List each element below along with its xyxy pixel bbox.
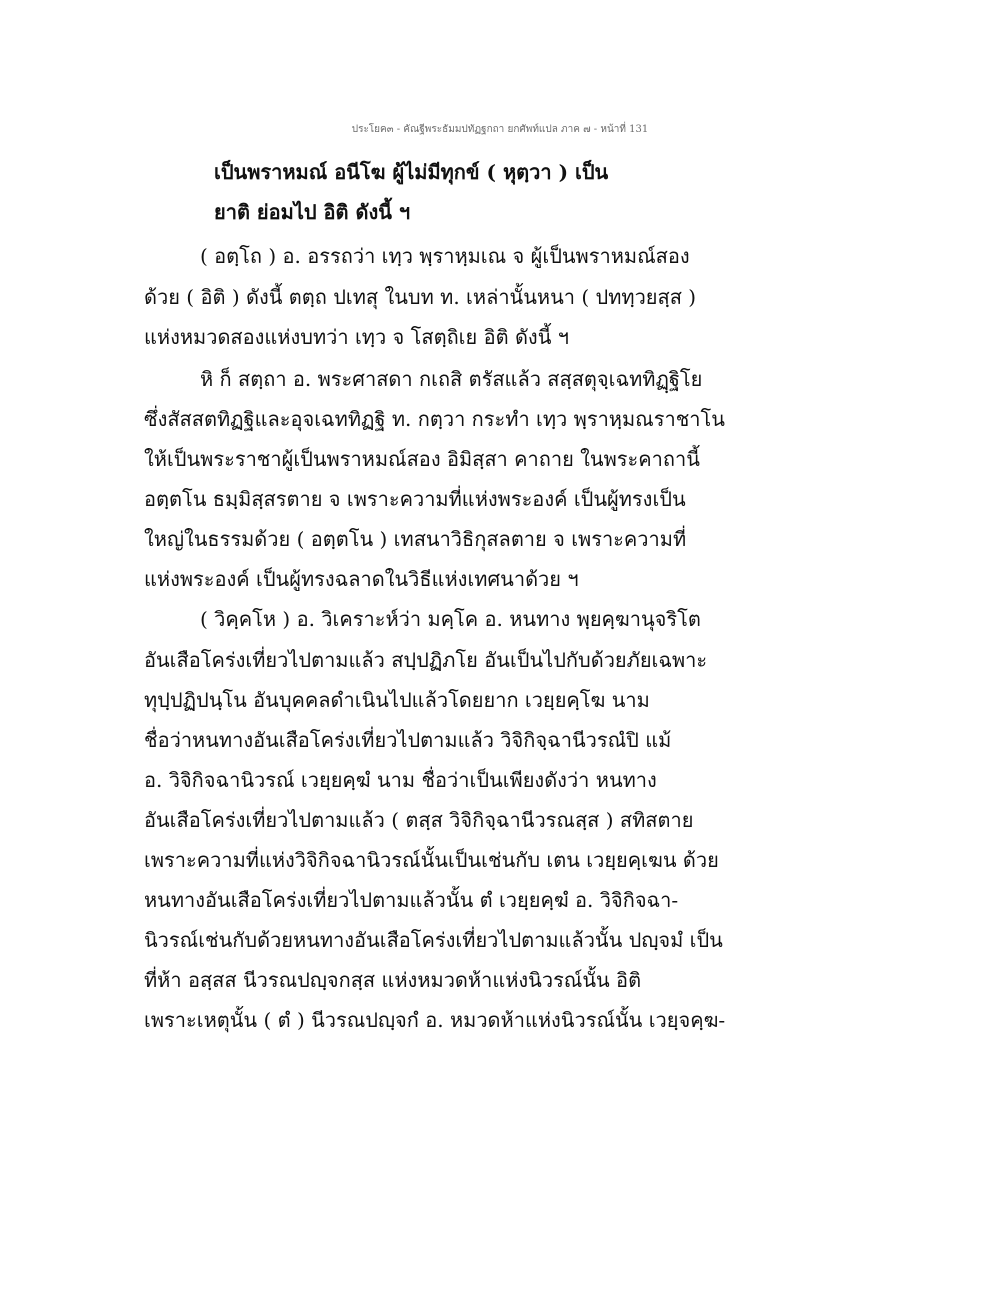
text-line: ( วิคฺคโห ) อ. วิเคราะห์ว่า มคฺโค อ. หนทาง พฺยคฺฆานุจริโต [200, 607, 701, 631]
text-line: หิ ก็ สตฺถา อ. พระศาสดา กเถสิ ตรัสแล้ว สสฺสตุจฺเฉททิฏฺฐิโย [200, 367, 703, 391]
text-line: เพราะความที่แห่งวิจิกิจฉานิวรณ์นั้นเป็นเช่นกับ เตน เวยฺยคฺเฆน ด้วย [144, 848, 719, 872]
text-line: นิวรณ์เช่นกับด้วยหนทางอันเสือโคร่งเที่ยวไปตามแล้วนั้น ปญฺจมํ เป็น [144, 928, 723, 952]
text-line: ( อตฺโถ ) อ. อรรถว่า เทฺว พฺราหฺมเณ จ ผู้เป็นพราหมณ์สอง [200, 244, 690, 268]
text-line: เป็นพราหมณ์ อนีโฆ ผู้ไม่มีทุกข์ ( หุตฺวา ) เป็น [214, 160, 609, 184]
text-line: ซึ่งสัสสตทิฏฐิและอุจเฉททิฏฐิ ท. กตฺวา กระทำ เทฺว พฺราหฺมณราชาโน [144, 407, 725, 431]
text-line: อันเสือโคร่งเที่ยวไปตามแล้ว ( ตสฺส วิจิกิจฺฉานีวรณสฺส ) สทิสตาย [144, 808, 694, 832]
text-line: หนทางอันเสือโคร่งเที่ยวไปตามแล้วนั้น ตํ เวยฺยคฺฆํ อ. วิจิกิจฉา- [144, 888, 679, 912]
text-line: เพราะเหตุนั้น ( ตํ ) นีวรณปญฺจกํ อ. หมวดห้าแห่งนิวรณ์นั้น เวยฺจคฺฆ- [144, 1008, 726, 1032]
text-line: ชื่อว่าหนทางอันเสือโคร่งเที่ยวไปตามแล้ว วิจิกิจฺฉานีวรณํปิ แม้ [144, 728, 672, 752]
text-line: แห่งพระองค์ เป็นผู้ทรงฉลาดในวิธีแห่งเทศนาด้วย ฯ [144, 567, 579, 591]
text-line: ด้วย ( อิติ ) ดังนี้ ตตฺถ ปเทสุ ในบท ท. เหล่านั้นหนา ( ปททฺวยสฺส ) [144, 285, 697, 309]
text-line: ให้เป็นพระราชาผู้เป็นพราหมณ์สอง อิมิสฺสา คาถาย ในพระคาถานี้ [144, 447, 700, 471]
text-line: อ. วิจิกิจฉานิวรณ์ เวยฺยคฺฆํ นาม ชื่อว่าเป็นเพียงดังว่า หนทาง [144, 768, 657, 792]
text-line: ทุปฺปฏิปนฺโน อันบุคคลดำเนินไปแล้วโดยยาก เวยฺยคฺโฆ นาม [144, 688, 650, 712]
text-line: แห่งหมวดสองแห่งบทว่า เทฺว จ โสตฺถิเย อิติ ดังนี้ ฯ [144, 325, 569, 349]
page-header: ประโยค๓ - คัณฐีพระธัมมปทัฏฐกถา ยกศัพท์แปล ภาค ๗ - หน้าที่ 131 [351, 124, 649, 135]
text-line: อตฺตโน ธมฺมิสฺสรตาย จ เพราะความที่แห่งพระองค์ เป็นผู้ทรงเป็น [144, 487, 686, 511]
text-line: อันเสือโคร่งเที่ยวไปตามแล้ว สปฺปฏิภโย อันเป็นไปกับด้วยภัยเฉพาะ [144, 648, 708, 672]
text-line: ใหญ่ในธรรมด้วย ( อตฺตโน ) เทสนาวิธิกุสลตาย จ เพราะความที่ [144, 527, 687, 551]
text-line: ที่ห้า อสฺสส นีวรณปญฺจกสฺส แห่งหมวดห้าแห่งนิวรณ์นั้น อิติ [144, 968, 642, 992]
text-line: ยาติ ย่อมไป อิติ ดังนี้ ฯ [214, 200, 411, 224]
